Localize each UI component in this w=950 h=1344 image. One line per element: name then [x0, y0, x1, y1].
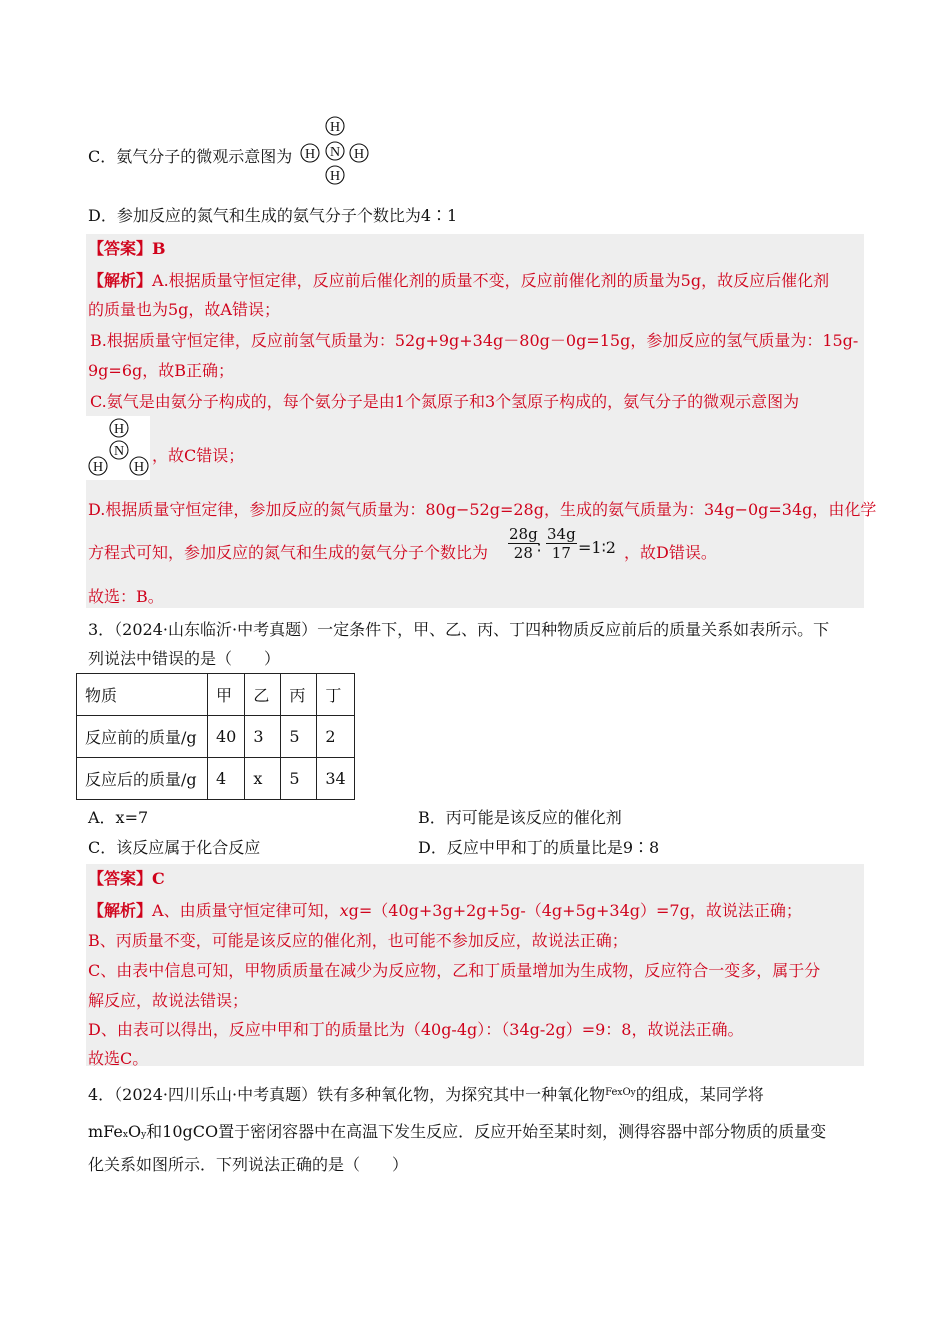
fraction-28g-28	[508, 525, 542, 562]
atom-h-right: H	[133, 460, 145, 475]
q4-formula-fexoy	[605, 1087, 636, 1098]
q2-explanation-b-line2: 9g=6g，故B正确；	[88, 361, 235, 380]
table-cell: 5	[281, 758, 317, 800]
q4-stem-line1-pre: 4．（2024·四川乐山·中考真题）铁有多种氧化物，为探究其中一种氧化物	[88, 1085, 606, 1104]
q3-conclusion: 故选C。	[88, 1049, 149, 1068]
q3-analysis-label: 【解析】	[88, 901, 153, 920]
q3-explanation-c-line1: C、由表中信息可知，甲物质质量在减少为反应物，乙和丁质量增加为生成物，反应符合一变多，属于分	[88, 961, 821, 980]
q3-exp-a-post: g=（40g+3g+2g+5g-（4g+5g+34g）=7g，故说法正确；	[348, 901, 802, 920]
table-header-cell: 丁	[317, 674, 354, 716]
q2-explanation-b-line1: B.根据质量守恒定律，反应前氢气质量为：52g+9g+34g－80g－0g=15g，参加反应的氢气质量为：15g-	[90, 331, 859, 350]
q3-exp-a-pre: A、由质量守恒定律可知，	[152, 901, 340, 920]
table-cell: x	[245, 758, 281, 800]
fraction-2-denominator: 17	[551, 544, 571, 562]
formula-x: x	[122, 1130, 128, 1140]
q3-explanation-a	[88, 898, 802, 921]
q3-explanation-d: D、由表可以得出，反应中甲和丁的质量比为（40g-4g）：（34g-2g）=9：8，故说法正确。	[88, 1020, 744, 1039]
formula-y: y	[630, 1088, 636, 1098]
q2-explanation-d-line2-pre: 方程式可知，参加反应的氮气和生成的氨气分子个数比为	[88, 543, 489, 562]
q4-stem-line2-mid: 和10gCO	[146, 1122, 219, 1141]
atom-h-right: H	[353, 147, 365, 162]
fraction-1-numerator: 28g	[509, 525, 538, 543]
ammonia-molecule-diagram-1	[298, 116, 370, 186]
q4-stem-line1	[88, 1082, 764, 1105]
q3-stem-line1: 3．（2024·山东临沂·中考真题）一定条件下，甲、乙、丙、丁四种物质反应前后的质量关系如表所示。下	[88, 620, 830, 639]
q2-explanation-d-line2-post: ，故D错误。	[624, 543, 717, 562]
q3-option-b: B．丙可能是该反应的催化剂	[418, 808, 622, 827]
fraction-34g-17	[546, 525, 577, 562]
formula-o: O	[127, 1122, 142, 1141]
q2-analysis-label: 【解析】	[88, 271, 153, 290]
table-cell: 反应前的质量/g	[77, 716, 208, 758]
atom-h-top: H	[329, 120, 341, 135]
table-cell: 5	[281, 716, 317, 758]
q2-option-d: D．参加反应的氮气和生成的氨气分子个数比为4∶1	[88, 206, 458, 225]
q3-mass-table	[76, 673, 355, 800]
q2-explanation-a-line1	[88, 268, 829, 291]
q4-stem-line2	[88, 1119, 826, 1142]
table-header-cell: 乙	[245, 674, 281, 716]
table-header-cell: 物质	[77, 674, 208, 716]
table-cell: 反应后的质量/g	[77, 758, 208, 800]
atom-h-left: H	[304, 147, 316, 162]
q2-option-c-text: C．氨气分子的微观示意图为	[88, 147, 293, 166]
table-header-row	[77, 674, 355, 716]
table-header-cell: 丙	[281, 674, 317, 716]
q3-explanation-b: B、丙质量不变，可能是该反应的催化剂，也可能不参加反应，故说法正确；	[88, 931, 628, 950]
q2-option-c	[88, 144, 292, 167]
atom-h-left: H	[92, 460, 104, 475]
q3-answer: 【答案】C	[88, 869, 165, 888]
q3-explanation-c-line2: 解反应，故说法错误；	[88, 991, 249, 1010]
table-cell: 2	[317, 716, 354, 758]
q4-formula-mfe: mFe	[88, 1122, 123, 1141]
q2-explanation-c-line1: C.氨气是由氨分子构成的，每个氨分子是由1个氮原子和3个氢原子构成的，氨气分子的微观示意图为	[90, 392, 800, 411]
q3-option-a: A．x=7	[88, 808, 149, 827]
fraction-1-denominator: 28	[513, 544, 533, 562]
table-row	[77, 758, 355, 800]
q2-answer: 【答案】B	[88, 239, 166, 258]
q4-stem-line3: 化关系如图所示．下列说法正确的是（ ）	[88, 1155, 409, 1174]
atom-h-bottom: H	[329, 169, 341, 184]
q2-explanation-c-line2: ，故C错误；	[152, 446, 245, 465]
table-cell: 40	[208, 716, 245, 758]
q2-conclusion: 故选：B。	[88, 587, 164, 606]
fraction-2-numerator: 34g	[547, 525, 576, 543]
q2-exp-a-text: A.根据质量守恒定律，反应前后催化剂的质量不变，反应前催化剂的质量为5g，故反应后催化剂	[152, 271, 830, 290]
atom-h-top: H	[113, 422, 125, 437]
q4-stem-line1-post: 的组成，某同学将	[635, 1085, 764, 1104]
fraction-result: =1∶2	[578, 538, 616, 557]
table-row	[77, 716, 355, 758]
formula-y: y	[141, 1130, 147, 1140]
formula-x: x	[617, 1088, 623, 1098]
table-cell: 4	[208, 758, 245, 800]
table-cell: 3	[245, 716, 281, 758]
q4-stem-line2-post: 置于密闭容器中在高温下发生反应．反应开始至某时刻，测得容器中部分物质的质量变	[218, 1122, 827, 1141]
table-header-cell: 甲	[208, 674, 245, 716]
q3-stem-line2: 列说法中错误的是（ ）	[88, 649, 281, 668]
q3-exp-a-var: x	[339, 901, 349, 920]
q2-explanation-d-line1: D.根据质量守恒定律，参加反应的氮气质量为：80g−52g=28g，生成的氨气质量为：34g−0g=34g，由化学	[88, 500, 877, 519]
q2-explanation-a-line2: 的质量也为5g，故A错误；	[88, 300, 280, 319]
q3-option-c: C．该反应属于化合反应	[88, 838, 261, 857]
formula-o: O	[622, 1087, 631, 1098]
atom-n: N	[113, 444, 125, 459]
formula-fe: Fe	[605, 1087, 618, 1098]
table-cell: 34	[317, 758, 354, 800]
fraction-separator: ∶	[537, 538, 542, 557]
q3-option-d: D．反应中甲和丁的质量比是9∶8	[418, 838, 660, 857]
ammonia-molecule-diagram-2	[86, 417, 152, 479]
atom-n: N	[329, 145, 341, 160]
